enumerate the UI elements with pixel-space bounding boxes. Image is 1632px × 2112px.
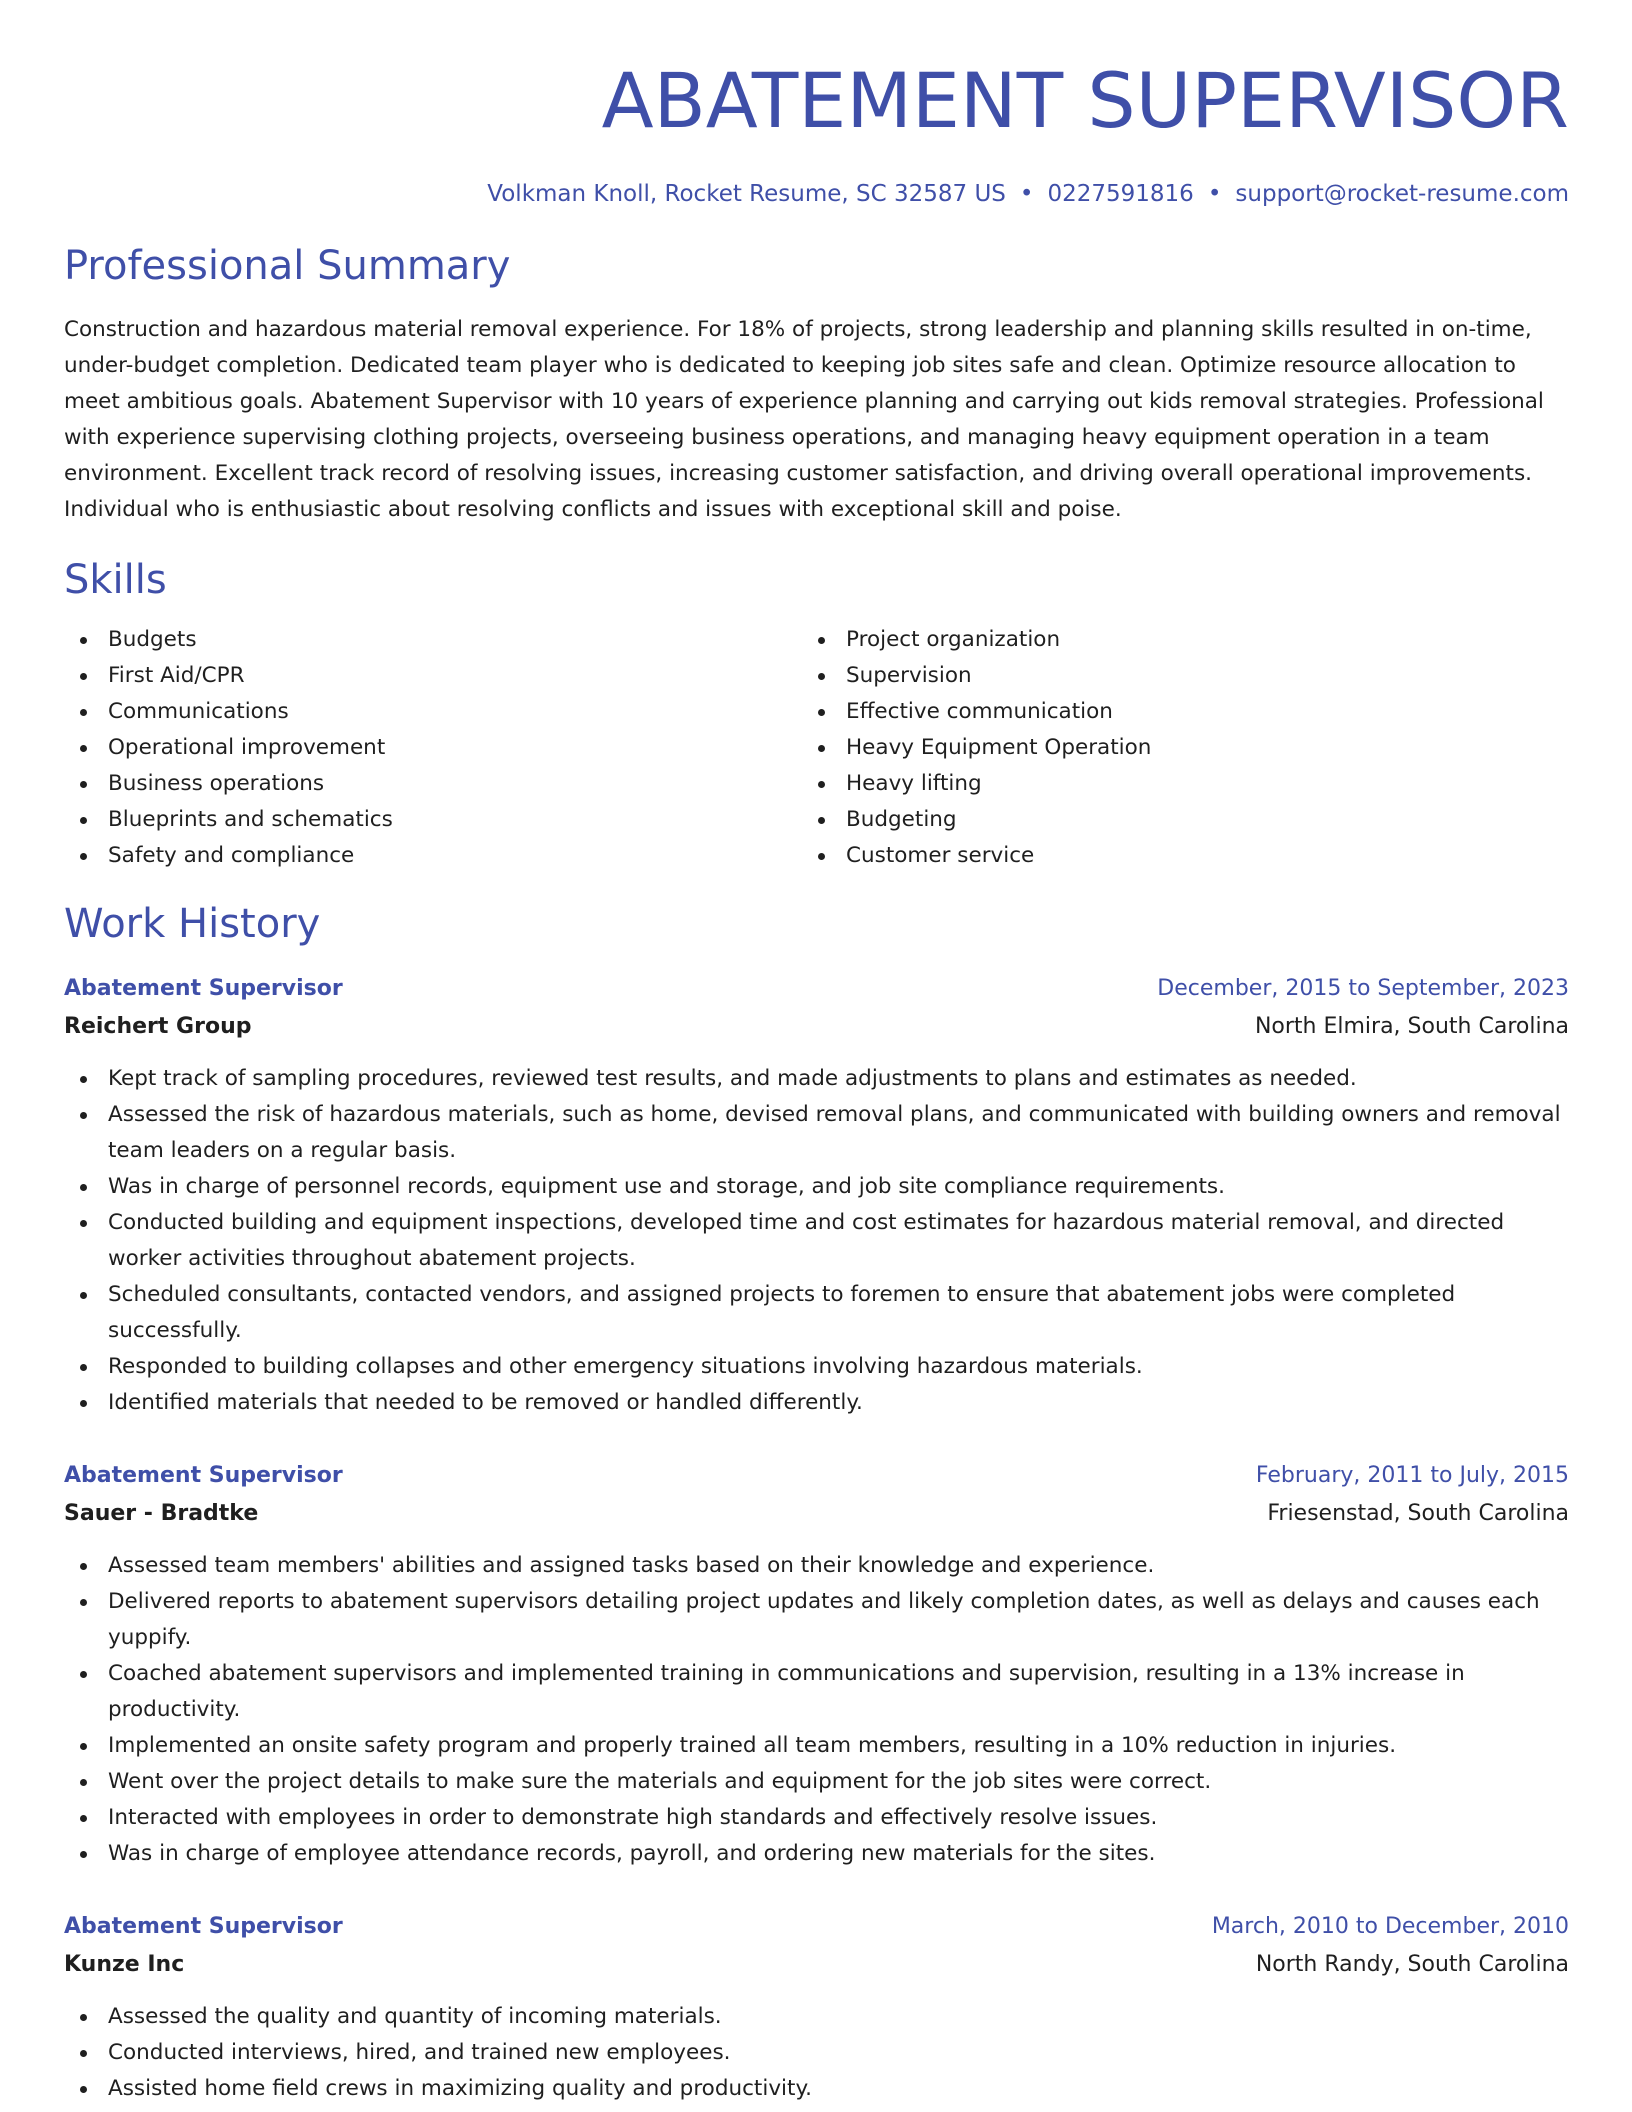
job-bullet: Scheduled consultants, contacted vendors, and assigned projects to foremen to ensure that abatement jobs were completed successfully. <box>64 1277 1569 1349</box>
skills-heading: Skills <box>64 557 167 603</box>
job-title-row <box>64 970 1569 1008</box>
job-bullet: Delivered reports to abatement supervisors detailing project updates and likely completion dates, as well as delays and causes each yuppify. <box>64 1584 1569 1656</box>
contact-phone[interactable]: 0227591816 <box>1047 181 1194 207</box>
contact-separator: • <box>1019 181 1034 207</box>
summary-text: Construction and hazardous material removal experience. For 18% of projects, strong leadership and planning skills resulted in on-time, under-budget completion. Dedicated team player who is dedicated to keeping job sites safe and clean. Optimize resource allocation to meet ambitious goals. Abatement Supervisor with 10 years of experience planning and carrying out kids removal strategies. Professional with experience supervising clothing projects, overseeing business operations, and managing heavy equipment operation in a team environment. Excellent track record of resolving issues, increasing customer satisfaction, and driving overall operational improvements. Individual who is enthusiastic about resolving conflicts and issues with exceptional skill and poise. <box>64 317 1544 522</box>
skill-item: First Aid/CPR <box>64 658 802 694</box>
job-dates: December, 2015 to September, 2023 <box>1157 976 1569 1001</box>
skill-item: Business operations <box>64 766 802 802</box>
job-company-row <box>64 1946 1569 1984</box>
job-bullet: Assessed the risk of hazardous materials, such as home, devised removal plans, and communicated with building owners and removal team leaders on a regular basis. <box>64 1097 1569 1169</box>
job-bullet: Was in charge of employee attendance records, payroll, and ordering new materials for the sites. <box>64 1836 1569 1872</box>
job-company: Sauer - Bradtke <box>64 1501 259 1526</box>
job-bullet: Implemented an onsite safety program and properly trained all team members, resulting in a 10% reduction in injuries. <box>64 1728 1569 1764</box>
job-bullet: Coached abatement supervisors and implemented training in communications and supervision, resulting in a 13% increase in productivity. <box>64 1656 1569 1728</box>
job-bullet: Conducted interviews, hired, and trained new employees. <box>64 2035 1569 2071</box>
contact-line <box>64 178 1569 210</box>
job-dates: March, 2010 to December, 2010 <box>1211 1914 1569 1939</box>
skill-item: Supervision <box>802 658 1540 694</box>
job-location: North Randy, South Carolina <box>1255 1952 1569 1977</box>
job-entry <box>64 1908 1569 2107</box>
work-history-section <box>64 898 1569 2107</box>
work-history-heading: Work History <box>64 901 321 947</box>
skills-list-left <box>64 622 802 874</box>
job-title: Abatement Supervisor <box>64 1914 343 1939</box>
resume-name: ABATEMENT SUPERVISOR <box>601 56 1569 145</box>
job-bullets <box>64 1999 1569 2107</box>
job-bullet: Responded to building collapses and other emergency situations involving hazardous materials. <box>64 1349 1569 1385</box>
job-entry <box>64 1457 1569 1872</box>
job-title: Abatement Supervisor <box>64 1463 343 1488</box>
job-bullets <box>64 1548 1569 1872</box>
job-bullet: Conducted building and equipment inspections, developed time and cost estimates for hazardous material removal, and directed worker activities throughout abatement projects. <box>64 1205 1569 1277</box>
skill-item: Customer service <box>802 838 1540 874</box>
skill-item: Project organization <box>802 622 1540 658</box>
skill-item: Blueprints and schematics <box>64 802 802 838</box>
job-company-row <box>64 1008 1569 1046</box>
resume-header <box>64 56 1569 210</box>
contact-address: Volkman Knoll, Rocket Resume, SC 32587 US <box>487 181 1006 207</box>
job-dates: February, 2011 to July, 2015 <box>1255 1463 1569 1488</box>
skills-columns <box>64 622 1569 874</box>
job-location: Friesenstad, South Carolina <box>1267 1501 1569 1526</box>
job-bullet: Interacted with employees in order to demonstrate high standards and effectively resolve issues. <box>64 1800 1569 1836</box>
job-bullet: Identified materials that needed to be removed or handled differently. <box>64 1385 1569 1421</box>
job-company: Reichert Group <box>64 1014 252 1039</box>
skill-item: Safety and compliance <box>64 838 802 874</box>
skill-item: Heavy Equipment Operation <box>802 730 1540 766</box>
skill-item: Budgets <box>64 622 802 658</box>
job-bullet: Went over the project details to make sure the materials and equipment for the job sites were correct. <box>64 1764 1569 1800</box>
skills-section <box>64 554 1569 874</box>
skill-item: Heavy lifting <box>802 766 1540 802</box>
job-bullets <box>64 1061 1569 1421</box>
job-title-row <box>64 1908 1569 1946</box>
contact-separator: • <box>1207 181 1222 207</box>
summary-heading: Professional Summary <box>64 243 511 289</box>
skill-item: Effective communication <box>802 694 1540 730</box>
job-company: Kunze Inc <box>64 1952 185 1977</box>
job-bullet: Was in charge of personnel records, equipment use and storage, and job site compliance requirements. <box>64 1169 1569 1205</box>
summary-section <box>64 240 1569 528</box>
job-bullet: Assessed team members' abilities and assigned tasks based on their knowledge and experience. <box>64 1548 1569 1584</box>
skill-item: Operational improvement <box>64 730 802 766</box>
job-company-row <box>64 1495 1569 1533</box>
contact-email[interactable]: support@rocket-resume.com <box>1235 181 1569 207</box>
skill-item: Communications <box>64 694 802 730</box>
skill-item: Budgeting <box>802 802 1540 838</box>
job-location: North Elmira, South Carolina <box>1254 1014 1569 1039</box>
job-bullet: Assessed the quality and quantity of incoming materials. <box>64 1999 1569 2035</box>
job-bullet: Kept track of sampling procedures, reviewed test results, and made adjustments to plans and estimates as needed. <box>64 1061 1569 1097</box>
skills-list-right <box>802 622 1540 874</box>
job-title: Abatement Supervisor <box>64 976 343 1001</box>
job-title-row <box>64 1457 1569 1495</box>
job-entry <box>64 970 1569 1421</box>
job-bullet: Assisted home field crews in maximizing quality and productivity. <box>64 2071 1569 2107</box>
